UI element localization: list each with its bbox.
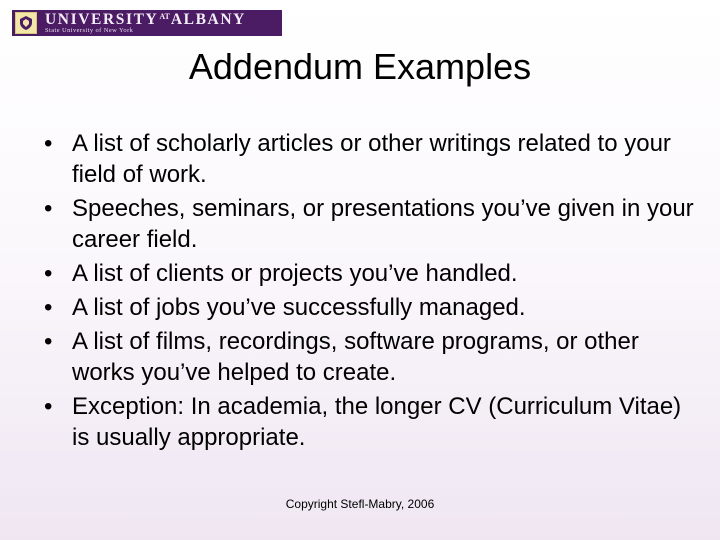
logo-wordmark	[45, 12, 246, 35]
university-seal-icon	[15, 12, 37, 34]
logo-subtitle: State University of New York	[45, 27, 134, 34]
logo-main-text	[45, 12, 246, 28]
logo-albany: ALBANY	[170, 10, 246, 28]
bullet-item	[44, 326, 694, 388]
logo-university: UNIVERSITY	[45, 10, 159, 28]
bullet-text: Speeches, seminars, or presentations you’ve given in your career field.	[72, 195, 694, 253]
bullet-text: A list of jobs you’ve successfully managed.	[72, 294, 526, 321]
bullet-item	[44, 128, 694, 190]
bullet-list	[44, 128, 694, 456]
bullet-text: A list of clients or projects you’ve handled.	[72, 260, 518, 287]
seal-emblem-icon	[18, 15, 34, 31]
bullet-dot-icon: •	[44, 294, 53, 321]
bullet-dot-icon: •	[44, 130, 53, 157]
bullet-dot-icon: •	[44, 393, 53, 420]
bullet-dot-icon: •	[44, 328, 53, 355]
bullet-item	[44, 258, 694, 289]
bullet-text: Exception: In academia, the longer CV (Curriculum Vitae) is usually appropriate.	[72, 393, 682, 451]
bullet-dot-icon: •	[44, 195, 53, 222]
bullet-item	[44, 391, 694, 453]
bullet-item	[44, 292, 694, 323]
university-logo	[12, 10, 282, 36]
copyright-footer: Copyright Stefl-Mabry, 2006	[285, 497, 435, 511]
bullet-text: A list of scholarly articles or other writings related to your field of work.	[72, 130, 671, 188]
bullet-text: A list of films, recordings, software programs, or other works you’ve helped to create.	[72, 328, 639, 386]
slide-title: Addendum Examples	[188, 46, 532, 87]
bullet-dot-icon: •	[44, 260, 53, 287]
bullet-item	[44, 193, 694, 255]
logo-at: AT	[159, 11, 170, 21]
